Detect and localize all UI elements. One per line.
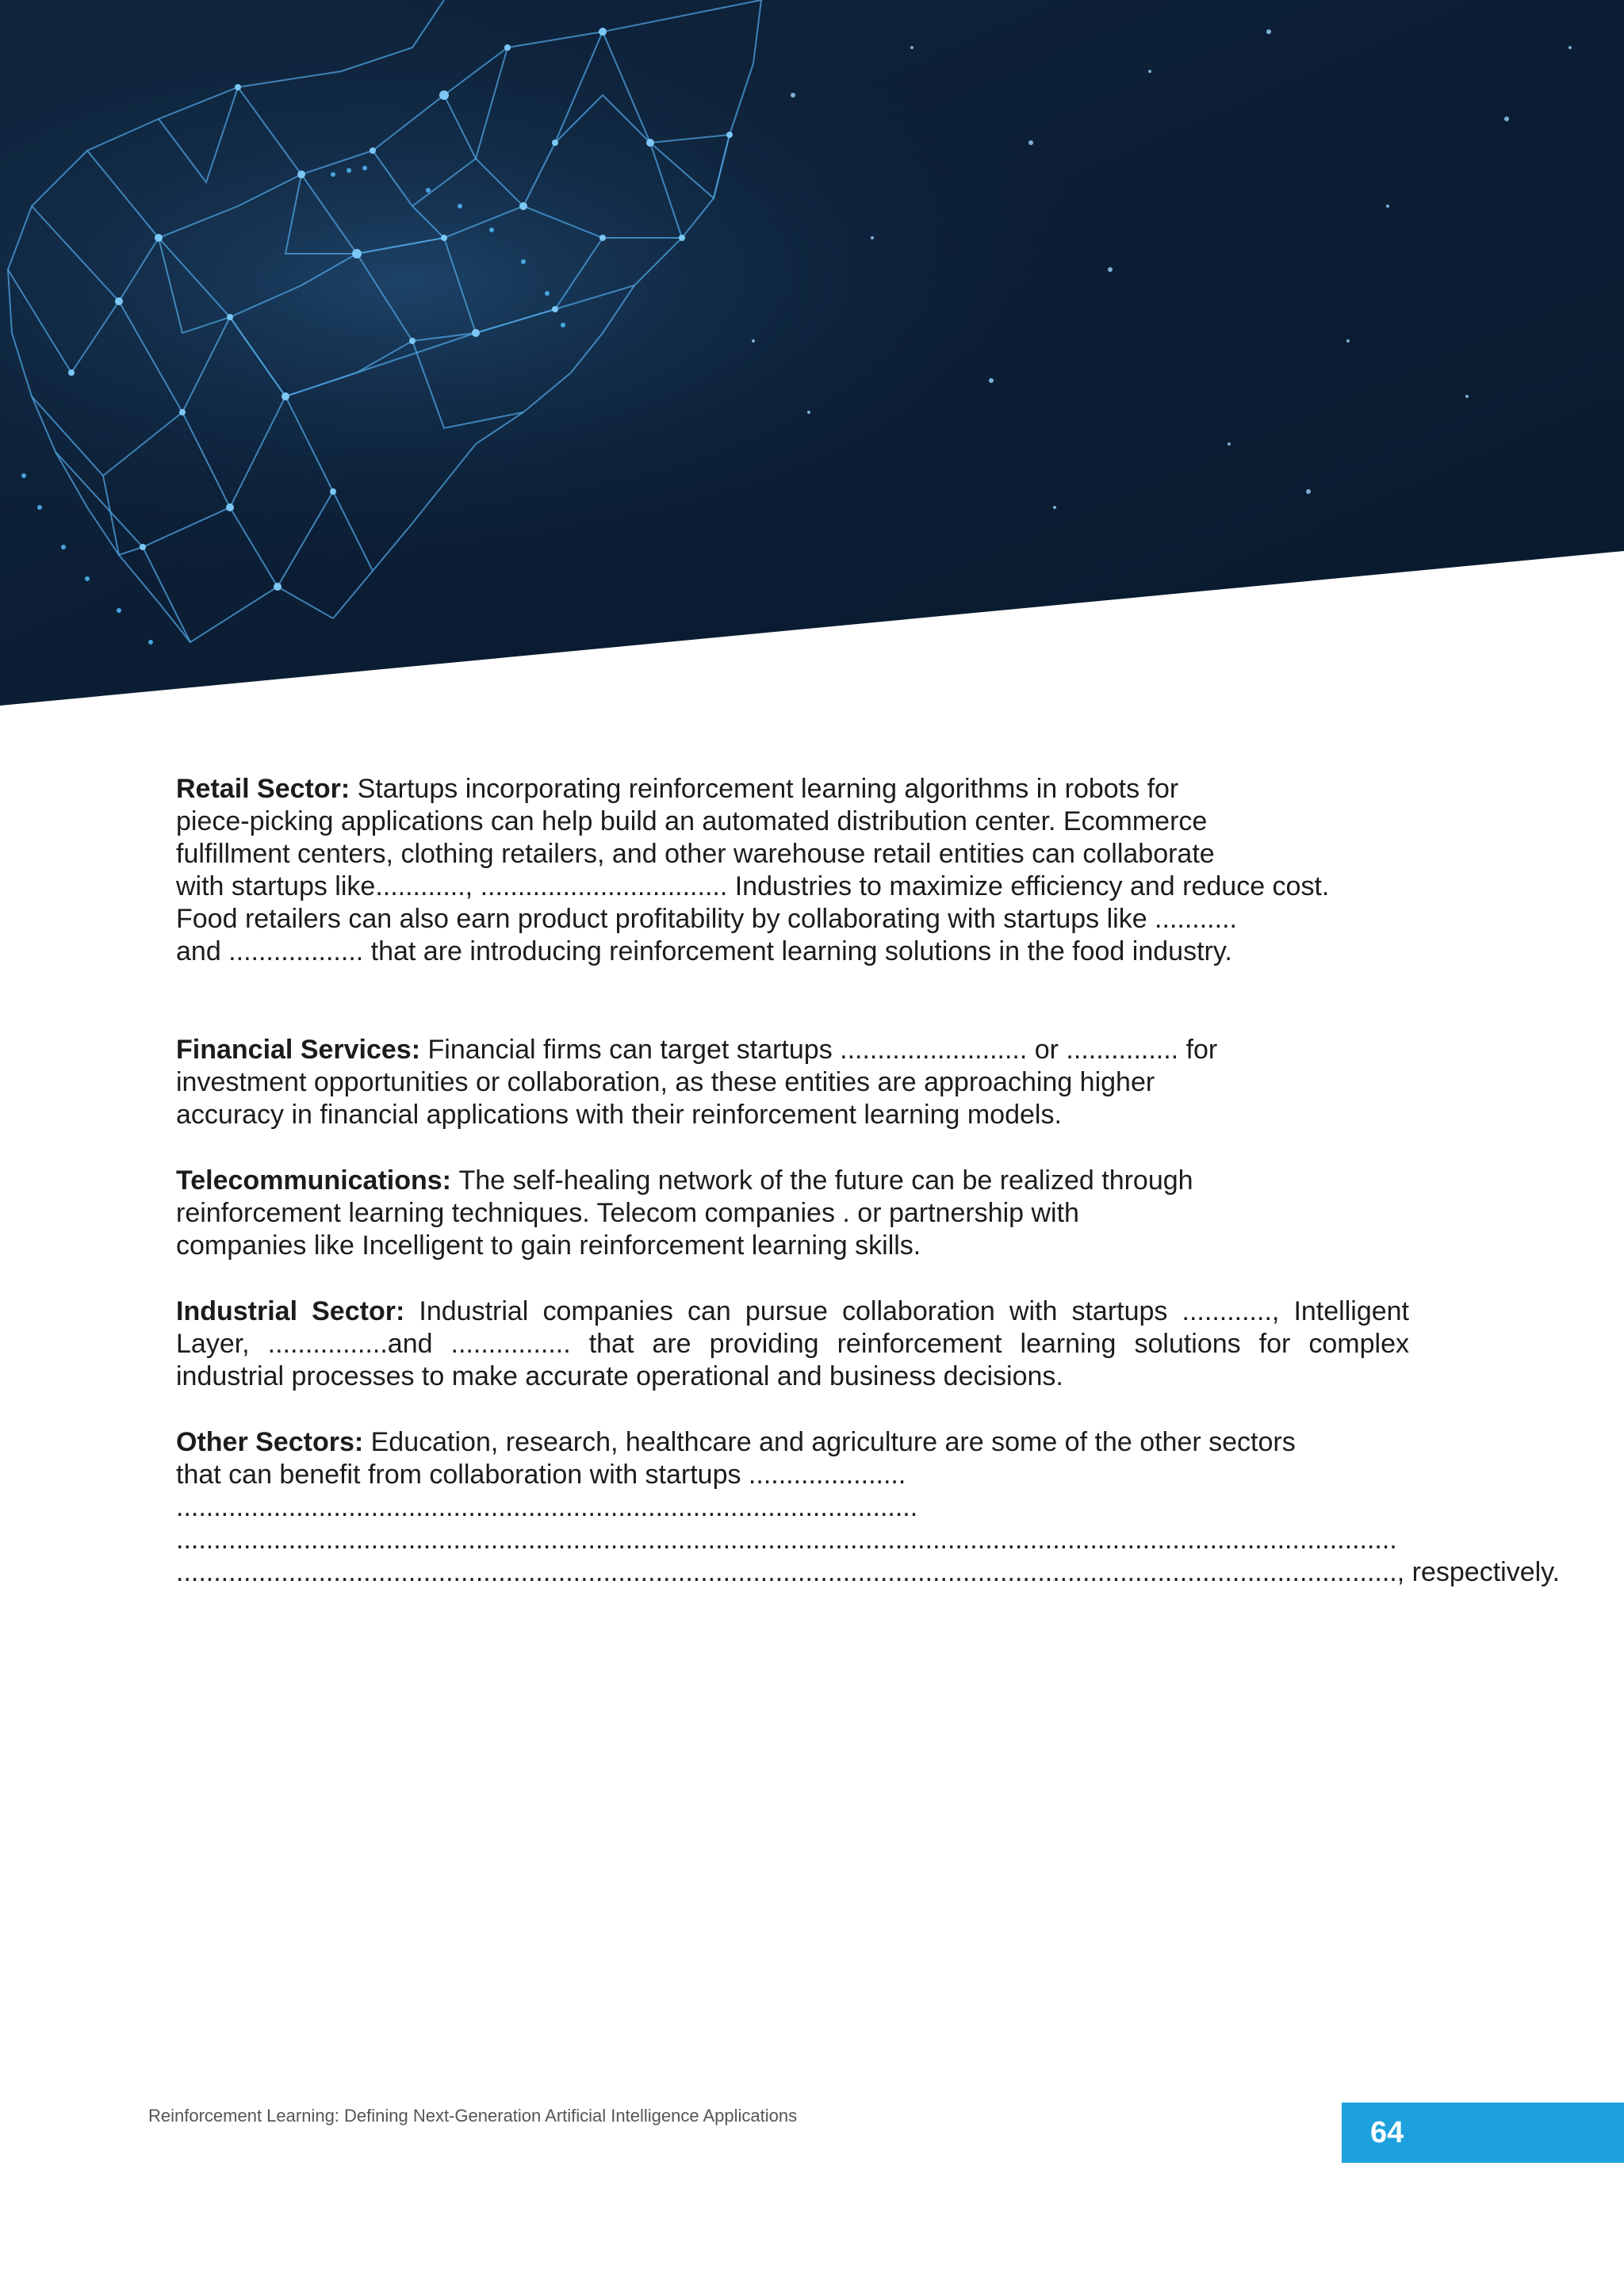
retail-text-line: fulfillment centers, clothing retailers, and other warehouse retail entities can collaborate (176, 839, 1215, 869)
industrial-sector-heading: Industrial Sector: (176, 1296, 419, 1326)
financial-services-heading: Financial Services: (176, 1035, 428, 1065)
other-sectors-paragraph (176, 1426, 1561, 1589)
financial-text-line: investment opportunities or collaboration, as these entities are approaching higher (176, 1067, 1155, 1097)
page-number-badge (1342, 2103, 1624, 2163)
retail-text-line: piece-picking applications can help build an automated distribution center. Ecommerce (176, 806, 1208, 836)
hero-image (0, 0, 1624, 714)
other-sectors-heading: Other Sectors: (176, 1427, 371, 1457)
industrial-sector-paragraph (176, 1295, 1409, 1393)
telecom-text-line: The self-healing network of the future can be realized through (458, 1165, 1193, 1196)
financial-text-line: Financial firms can target startups ......................... or ............... for (427, 1035, 1218, 1065)
retail-text-line: with startups like............, ................................. Industries to maximize efficiency and reduce cost. (176, 871, 1330, 901)
retail-sector-paragraph (176, 773, 1409, 968)
ai-polygonal-face-icon (0, 0, 1624, 714)
footer-document-title: Reinforcement Learning: Defining Next-Generation Artificial Intelligence Applications (148, 2106, 798, 2126)
telecommunications-paragraph (176, 1165, 1409, 1262)
financial-services-paragraph (176, 1034, 1409, 1131)
other-placeholder-line: ................................................................................................................................................................... (176, 1525, 1397, 1555)
other-text-line: that can benefit from collaboration with startups ..................... (176, 1460, 906, 1490)
industrial-text: Industrial companies can pursue collaboration with startups ............, Intelligent Layer, ................and ................ that are providing reinforcement learning solutions for complex industrial processes to make accurate operational and business decisions. (176, 1296, 1409, 1391)
retail-text-line: Startups incorporating reinforcement learning algorithms in robots for (357, 774, 1179, 804)
telecom-text-line: reinforcement learning techniques. Telecom companies . or partnership with (176, 1198, 1079, 1228)
telecommunications-heading: Telecommunications: (176, 1165, 459, 1196)
telecom-text-line: companies like Incelligent to gain reinforcement learning skills. (176, 1230, 921, 1261)
other-placeholder-line: ..................................................................................................................................................................., respectively. (176, 1557, 1561, 1587)
other-placeholder-line: ................................................................................................... (176, 1492, 918, 1522)
retail-sector-heading: Retail Sector: (176, 774, 358, 804)
article-body (176, 773, 1561, 1589)
retail-text-line: and .................. that are introducing reinforcement learning solutions in the food industry. (176, 936, 1232, 966)
financial-text-line: accuracy in financial applications with their reinforcement learning models. (176, 1100, 1062, 1130)
other-text-line: Education, research, healthcare and agriculture are some of the other sectors (370, 1427, 1296, 1457)
page-number: 64 (1370, 2115, 1404, 2149)
retail-text-line: Food retailers can also earn product profitability by collaborating with startups like ........... (176, 904, 1237, 934)
